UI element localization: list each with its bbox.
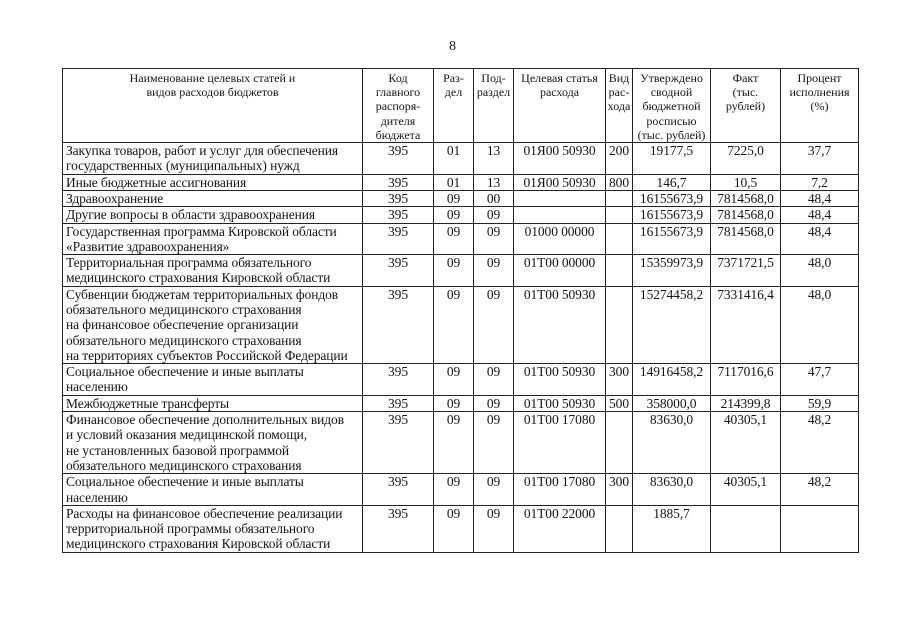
header-line: главного — [375, 85, 421, 100]
cell-name-line: медицинского страхования Кировской области — [66, 536, 331, 552]
cell-section: 09 — [434, 286, 474, 363]
cell-approved: 1885,7 — [633, 505, 711, 552]
cell-actual: 7371721,5 — [711, 255, 781, 287]
table-header — [63, 69, 859, 143]
cell-execution-percent: 7,2 — [781, 174, 859, 190]
cell-name — [63, 412, 363, 474]
cell-execution-percent: 48,0 — [781, 255, 859, 287]
cell-name — [63, 207, 363, 223]
cell-name-line: Межбюджетные трансферты — [66, 395, 229, 411]
cell-subsection: 09 — [474, 505, 514, 552]
cell-subsection: 09 — [474, 412, 514, 474]
cell-name — [63, 223, 363, 255]
cell-target-article: 01Т00 50930 — [514, 364, 606, 396]
cell-name-line: на финансовое обеспечение организации — [66, 317, 299, 333]
cell-execution-percent: 48,0 — [781, 286, 859, 363]
header-line: Код — [388, 71, 408, 85]
cell-name-line: Субвенции бюджетам территориальных фондов — [66, 286, 339, 302]
table-row — [63, 207, 859, 223]
cell-approved: 146,7 — [633, 174, 711, 190]
cell-name-line: медицинского страхования Кировской области — [66, 270, 331, 286]
cell-expense-type — [606, 412, 633, 474]
cell-subsection: 09 — [474, 364, 514, 396]
cell-actual: 7225,0 — [711, 143, 781, 175]
header-target-article — [514, 69, 606, 143]
cell-name-line: Расходы на финансовое обеспечение реализации — [66, 505, 343, 521]
header-line: Под- — [481, 71, 506, 85]
cell-section: 09 — [434, 505, 474, 552]
cell-approved: 83630,0 — [633, 474, 711, 506]
cell-subsection: 09 — [474, 286, 514, 363]
cell-target-article — [514, 207, 606, 223]
cell-actual: 7814568,0 — [711, 207, 781, 223]
cell-budget-manager-code: 395 — [363, 190, 434, 206]
cell-expense-type: 300 — [606, 474, 633, 506]
cell-approved: 16155673,9 — [633, 207, 711, 223]
cell-section: 01 — [434, 143, 474, 175]
cell-subsection: 13 — [474, 143, 514, 175]
cell-expense-type — [606, 255, 633, 287]
page-number: 8 — [449, 39, 456, 54]
header-line: бюджета — [375, 127, 421, 142]
cell-approved: 16155673,9 — [633, 223, 711, 255]
cell-section: 09 — [434, 474, 474, 506]
cell-actual: 7814568,0 — [711, 190, 781, 206]
cell-approved: 19177,5 — [633, 143, 711, 175]
cell-execution-percent: 47,7 — [781, 364, 859, 396]
cell-name — [63, 505, 363, 552]
cell-subsection: 09 — [474, 474, 514, 506]
cell-subsection: 09 — [474, 255, 514, 287]
header-line: (тыс. рублей) — [637, 127, 706, 142]
cell-name-line: Социальное обеспечение и иные выплаты — [66, 474, 304, 490]
table-row — [63, 364, 859, 396]
cell-expense-type — [606, 223, 633, 255]
cell-execution-percent: 48,2 — [781, 474, 859, 506]
cell-budget-manager-code: 395 — [363, 364, 434, 396]
cell-budget-manager-code: 395 — [363, 286, 434, 363]
cell-name-line: не установленных базовой программой — [66, 442, 289, 458]
cell-name-line: Здравоохранение — [66, 190, 164, 206]
cell-actual: 7331416,4 — [711, 286, 781, 363]
cell-execution-percent: 48,2 — [781, 412, 859, 474]
cell-section: 01 — [434, 174, 474, 190]
cell-name-line: обязательного медицинского страхования — [66, 457, 302, 473]
header-line: рублей) — [725, 99, 766, 114]
cell-target-article: 01Т00 17080 — [514, 474, 606, 506]
cell-actual: 7117016,6 — [711, 364, 781, 396]
header-subsection — [474, 69, 514, 143]
cell-section: 09 — [434, 395, 474, 411]
cell-name-line: Другие вопросы в области здравоохранения — [66, 207, 315, 223]
cell-expense-type: 200 — [606, 143, 633, 175]
cell-name-line: обязательного медицинского страхования — [66, 301, 302, 317]
cell-name-line: Государственная программа Кировской области — [66, 223, 337, 239]
cell-target-article: 01000 00000 — [514, 223, 606, 255]
table-row — [63, 143, 859, 175]
cell-actual: 40305,1 — [711, 474, 781, 506]
cell-name-line: Социальное обеспечение и иные выплаты — [66, 364, 304, 380]
cell-name-line: Территориальная программа обязательного — [66, 255, 312, 271]
cell-execution-percent: 48,4 — [781, 207, 859, 223]
cell-name — [63, 190, 363, 206]
cell-section: 09 — [434, 207, 474, 223]
cell-budget-manager-code: 395 — [363, 474, 434, 506]
header-line: бюджетной — [642, 99, 701, 114]
header-row — [63, 69, 859, 143]
cell-section: 09 — [434, 223, 474, 255]
cell-approved: 83630,0 — [633, 412, 711, 474]
cell-name — [63, 143, 363, 175]
header-line: (тыс. — [732, 85, 759, 100]
header-line: рас- — [608, 85, 630, 100]
header-actual — [711, 69, 781, 143]
cell-target-article: 01Я00 50930 — [514, 143, 606, 175]
cell-actual: 214399,8 — [711, 395, 781, 411]
cell-approved: 15359973,9 — [633, 255, 711, 287]
header-line: Наименование целевых статей и — [129, 71, 296, 85]
cell-name — [63, 474, 363, 506]
cell-name — [63, 364, 363, 396]
cell-execution-percent: 37,7 — [781, 143, 859, 175]
header-line: Утверждено — [640, 71, 703, 85]
cell-section: 09 — [434, 412, 474, 474]
header-line: раздел — [476, 85, 511, 100]
cell-actual: 10,5 — [711, 174, 781, 190]
table-body — [63, 143, 859, 553]
table-row — [63, 174, 859, 190]
cell-subsection: 00 — [474, 190, 514, 206]
cell-expense-type — [606, 190, 633, 206]
cell-section: 09 — [434, 190, 474, 206]
header-line: (%) — [810, 99, 829, 114]
header-line: дителя — [380, 113, 416, 128]
cell-name-line: территориальной программы обязательного — [66, 521, 315, 537]
cell-budget-manager-code: 395 — [363, 412, 434, 474]
cell-actual — [711, 505, 781, 552]
header-line: хода — [607, 99, 631, 114]
cell-budget-manager-code: 395 — [363, 174, 434, 190]
cell-budget-manager-code: 395 — [363, 505, 434, 552]
cell-budget-manager-code: 395 — [363, 255, 434, 287]
cell-execution-percent: 48,4 — [781, 190, 859, 206]
header-line: исполнения — [789, 85, 850, 100]
budget-expenditure-table — [62, 68, 859, 553]
cell-budget-manager-code: 395 — [363, 395, 434, 411]
cell-expense-type: 300 — [606, 364, 633, 396]
header-line: Раз- — [443, 71, 464, 85]
cell-actual: 7814568,0 — [711, 223, 781, 255]
cell-name-line: населению — [66, 379, 128, 395]
cell-expense-type — [606, 505, 633, 552]
cell-execution-percent — [781, 505, 859, 552]
header-name — [63, 69, 363, 143]
cell-target-article: 01Т00 50930 — [514, 286, 606, 363]
header-section — [434, 69, 474, 143]
header-line: Вид — [608, 71, 630, 85]
header-line: Целевая статья — [521, 71, 598, 85]
cell-expense-type — [606, 207, 633, 223]
cell-target-article: 01Т00 22000 — [514, 505, 606, 552]
cell-execution-percent: 48,4 — [781, 223, 859, 255]
cell-approved: 14916458,2 — [633, 364, 711, 396]
cell-name — [63, 395, 363, 411]
cell-name — [63, 255, 363, 287]
cell-target-article: 01Т00 17080 — [514, 412, 606, 474]
cell-budget-manager-code: 395 — [363, 207, 434, 223]
cell-subsection: 09 — [474, 395, 514, 411]
cell-subsection: 13 — [474, 174, 514, 190]
header-line: распоря- — [375, 99, 421, 114]
table-row — [63, 395, 859, 411]
header-line: Процент — [797, 71, 842, 85]
table-row — [63, 286, 859, 363]
table-row — [63, 223, 859, 255]
cell-name — [63, 174, 363, 190]
cell-target-article: 01Я00 50930 — [514, 174, 606, 190]
cell-name-line: населению — [66, 489, 128, 505]
cell-target-article: 01Т00 00000 — [514, 255, 606, 287]
header-approved — [633, 69, 711, 143]
cell-subsection: 09 — [474, 207, 514, 223]
cell-name — [63, 286, 363, 363]
header-line: сводной — [650, 85, 693, 100]
cell-approved: 358000,0 — [633, 395, 711, 411]
cell-name-line: и условий оказания медицинской помощи, — [66, 427, 308, 443]
header-line: дел — [444, 85, 463, 100]
header-line: расхода — [539, 85, 580, 100]
header-line: Факт — [732, 71, 759, 85]
cell-name-line: на территориях субъектов Российской Федерации — [66, 347, 348, 363]
cell-name-line: «Развитие здравоохранения» — [66, 238, 230, 254]
cell-expense-type — [606, 286, 633, 363]
cell-budget-manager-code: 395 — [363, 143, 434, 175]
cell-approved: 15274458,2 — [633, 286, 711, 363]
cell-name-line: государственных (муниципальных) нужд — [66, 158, 300, 174]
header-budget-manager-code — [363, 69, 434, 143]
cell-approved: 16155673,9 — [633, 190, 711, 206]
table-row — [63, 412, 859, 474]
table-row — [63, 505, 859, 552]
header-line: росписью — [646, 113, 697, 128]
cell-name-line: Закупка товаров, работ и услуг для обеспечения — [66, 143, 338, 159]
table-row — [63, 190, 859, 206]
cell-execution-percent: 59,9 — [781, 395, 859, 411]
header-expense-type — [606, 69, 633, 143]
table-row — [63, 474, 859, 506]
cell-target-article — [514, 190, 606, 206]
table-row — [63, 255, 859, 287]
cell-subsection: 09 — [474, 223, 514, 255]
cell-target-article: 01Т00 50930 — [514, 395, 606, 411]
cell-section: 09 — [434, 364, 474, 396]
cell-expense-type: 500 — [606, 395, 633, 411]
cell-name-line: Иные бюджетные ассигнования — [66, 174, 247, 190]
cell-section: 09 — [434, 255, 474, 287]
cell-name-line: обязательного медицинского страхования — [66, 332, 302, 348]
header-execution-percent — [781, 69, 859, 143]
cell-actual: 40305,1 — [711, 412, 781, 474]
cell-expense-type: 800 — [606, 174, 633, 190]
header-line: видов расходов бюджетов — [146, 85, 279, 100]
cell-name-line: Финансовое обеспечение дополнительных видов — [66, 412, 344, 428]
cell-budget-manager-code: 395 — [363, 223, 434, 255]
